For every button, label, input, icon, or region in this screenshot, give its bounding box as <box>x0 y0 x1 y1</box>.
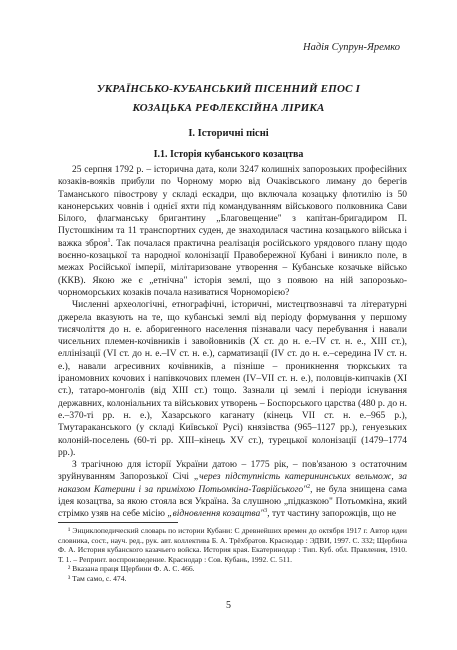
footnote-ref-1: 1 <box>107 237 111 244</box>
section-heading: I. Історичні пісні <box>188 128 269 139</box>
article-title <box>60 80 397 118</box>
footnote-3: ³ Там само, с. 474. <box>68 573 127 583</box>
paragraph-1 <box>58 164 407 299</box>
paragraph-3-text-end: , тут частину запорожців, що не <box>267 509 397 520</box>
footnote-ref-3: 3 <box>264 508 268 515</box>
footnote-ref-2: 2 <box>307 483 311 490</box>
paragraph-3-quote-2: „відновлення козацтва" <box>167 509 265 520</box>
paragraph-3-text-cont: , не була знищена сама ідея козацтва, за якою стояла вся Україна. За слушною „підказкою" Потьомкіна, який стрімко узяв на себе місію <box>58 484 407 520</box>
page-number: 5 <box>226 600 231 611</box>
running-header-author: Надія Супрун-Яремко <box>303 42 400 53</box>
paragraph-3-quote: „через підступність катерининських вельмож, за наказом Катерини і за приміхою Потьомкіна-Таврійського" <box>58 472 407 495</box>
footnote-2: ² Вказана праця Щербини Ф. А. С. 466. <box>68 564 195 574</box>
footnote-1: ¹ Энциклопедический словарь по истории Кубани: С древнейших времен до октября 1917 г. Автор идеи словника, сост., науч. ред., рук. авт. коллектива Б. А. Трёхбратов. Краснодар : ЭДВИ, 1997. С. 332; Щербина Ф. А. История кубанского казачьего войска. История края. Екатеринодар : Тип. Куб. обл. Правления, 1910. Т. 1. – Репринт. воспроизведение. Краснодар : Сов. Кубань, 1992. С. 511. <box>58 526 407 564</box>
paragraph-1-text: 25 серпня 1792 р. – історична дата, коли 3247 колишніх запорозьких професійних козаків-вояків прибули по Чорному морю від Очаківського лиману до берегів Таманського півострову у складі ескадри, що включала козацьку флотилію із 50 канонерських човнів і однієї яхти під командуванням військового полковника Сави Білого, флагманську бригантину „Благовещение" з капітан-бригадиром П. Пустошкіним та 11 транспортних суден, де знаходилася частина козацького війська і важка зброя <box>58 165 407 249</box>
title-line-2: КОЗАЦЬКА РЕФЛЕКСІЙНА ЛІРИКА <box>132 102 325 114</box>
paragraph-2: Численні археологічні, етнографічні, історичні, мистецтвознавчі та літературні джерела вказують на те, що кубанські землі від періоду формування у першому тисячоліття до н. е. аборигенного населення пізнавали часу перебування і навали чисельних племен-кочівників і завойовників (X ст. до н. е.–IV ст. н. е., XIII ст.), еллінізації (VI ст. до н. е.–IV ст. н. е.), сарматизації (IV ст. до н. е.–середина IV ст. н. е.), навали агресивних кочівників, а пізніше – проникнення тюркських та іраномовних кочових і напівкочових племен (IV–VII ст. н. е.), половців-кипчаків (XI ст.), татаро-монголів (від XIII ст.) тощо. Зазнали ці землі і періоди існування державних, колоніальних та військових утворень – Боспорського царства (480 р. до н. е.–370-ті рр. н. е.), Хазарського каганату (кінець VII ст. н. е.–965 р.), Тмутараканського (у складі Київської Русі) князівства (965–1127 рр.), генуезьких колоній-поселень (60-ті рр. XIII–кінець XV ст.), турецької колонізації (1479–1774 рр.). <box>58 300 407 458</box>
paragraph-3 <box>58 459 407 520</box>
subsection-heading: I.1. Історія кубанського козацтва <box>153 149 304 160</box>
paragraph-1-text-cont: . Так почалася практична реалізація російського урядового плану щодо воєнно-козацької та народної колонізації Правобережної Кубані і виникло поле, в межах Російської імперії, мілітаризоване утворення – Кубанське козачьке військо (ККВ). Якою же є „етнічна" історія землі, що з появою на ній запорозько-чорноморських козаків почала називатися Чорноморією? <box>58 238 407 298</box>
paragraph-3-text: З трагічною для історії України датою – 1775 рік, – пов'язаною з остаточним зруйнуванням Запорозької Січі <box>58 460 407 483</box>
title-line-1: УКРАЇНСЬКО-КУБАНСЬКИЙ ПІСЕННИЙ ЕПОС І <box>96 83 361 95</box>
footnote-divider <box>58 522 178 523</box>
body-text <box>58 164 407 521</box>
footnotes <box>58 526 407 584</box>
